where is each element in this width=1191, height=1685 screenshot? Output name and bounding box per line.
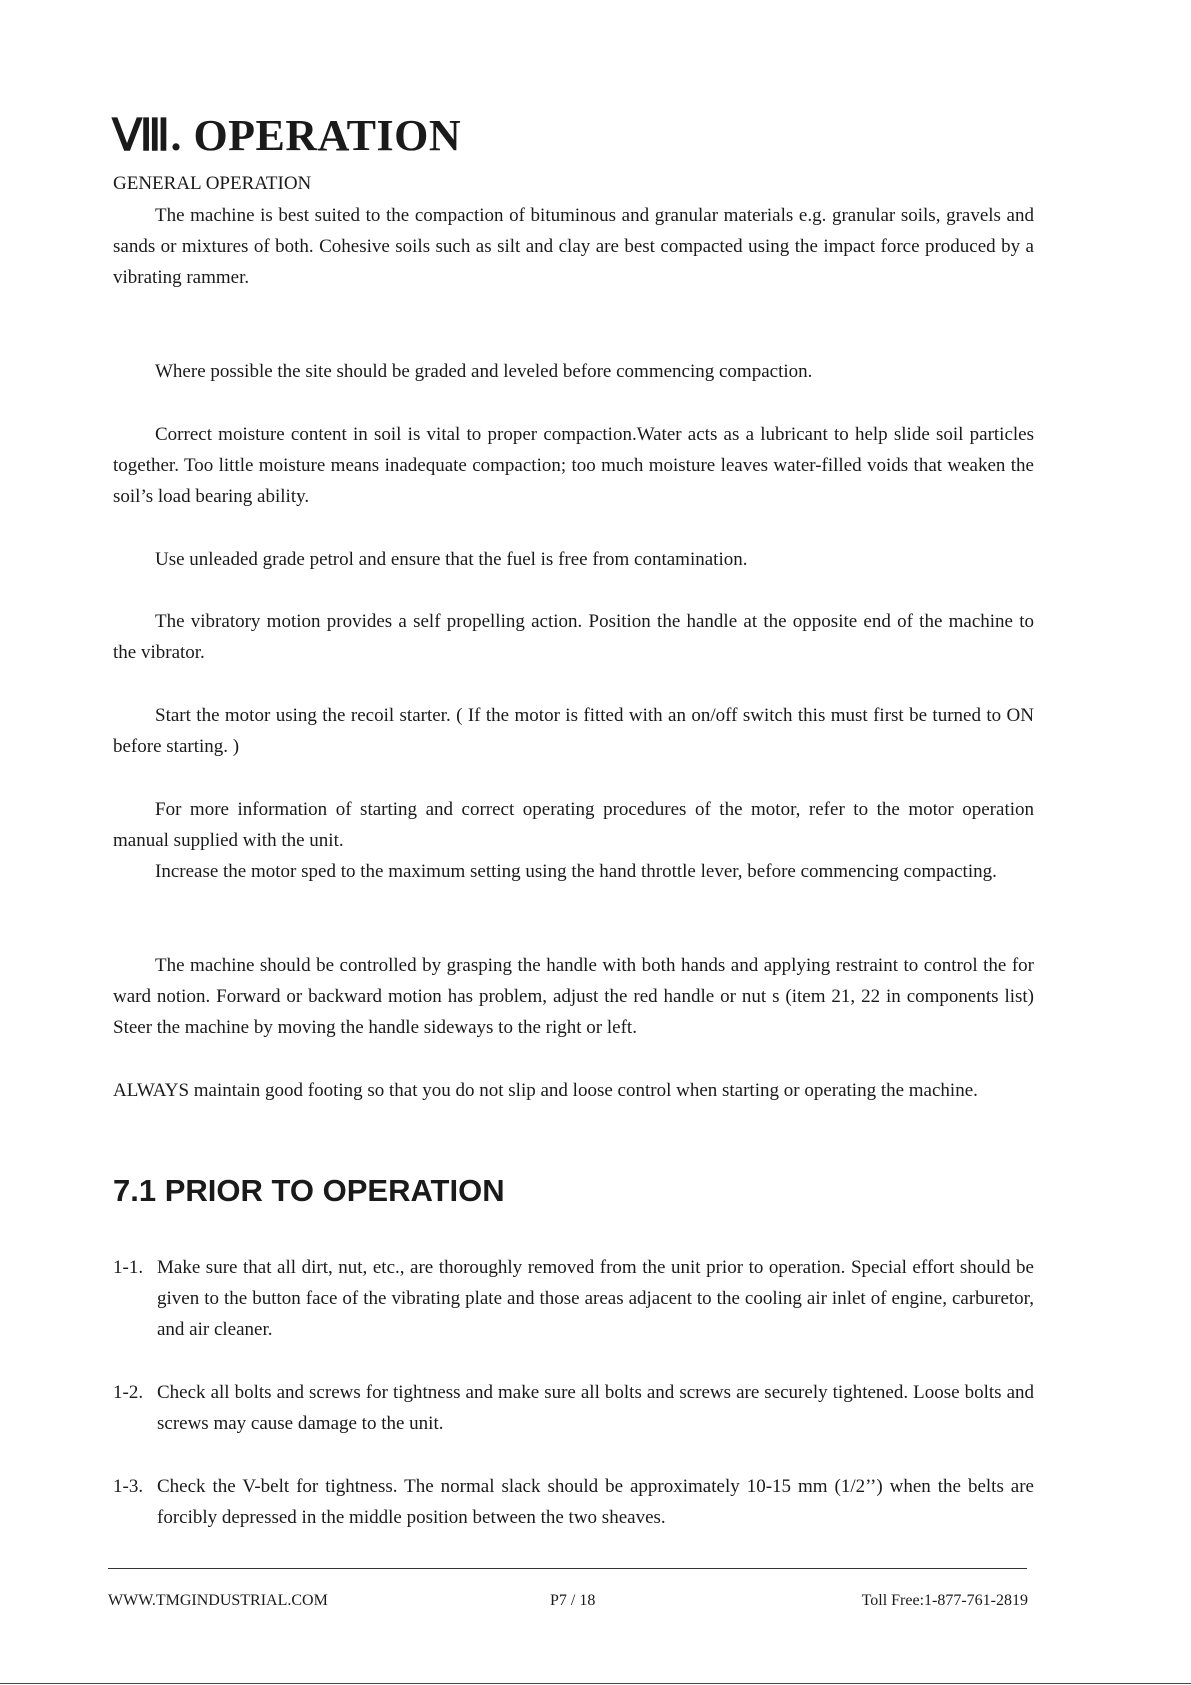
prior-operation-heading: 7.1 PRIOR TO OPERATION: [113, 1173, 505, 1208]
paragraph-motor-manual: For more information of starting and correct operating procedures of the motor, refer to the motor operation manual supplied with the unit.: [113, 799, 1034, 851]
footer-phone: Toll Free:1-877-761-2819: [861, 1592, 1028, 1609]
paragraph-site-grading: Where possible the site should be graded and leveled before commencing compaction.: [155, 361, 813, 382]
list-item-number: 1-1.: [113, 1257, 144, 1278]
list-item-text: Check the V-belt for tightness. The normal slack should be approximately 10-15 mm (1/2’’) when the belts are forcibly depressed in the middle position between the two sheaves.: [157, 1476, 1034, 1528]
paragraph-footing: ALWAYS maintain good footing so that you do not slip and loose control when starting or operating the machine.: [113, 1080, 978, 1101]
footer-page-number: P7 / 18: [550, 1592, 596, 1609]
section-title: Ⅷ. OPERATION: [112, 111, 462, 160]
paragraph-compaction-materials: The machine is best suited to the compaction of bituminous and granular materials e.g. granular soils, gravels and sands or mixtures of both. Cohesive soils such as silt and clay are best compacted using the impact force produced by a vibrating rammer.: [113, 205, 1034, 288]
list-item: [113, 1252, 1034, 1345]
list-item-text: Check all bolts and screws for tightness and make sure all bolts and screws are securely tightened. Loose bolts and screws may cause damage to the unit.: [157, 1382, 1034, 1434]
list-item-text: Make sure that all dirt, nut, etc., are thoroughly removed from the unit prior to operation. Special effort should be given to the button face of the vibrating plate and those areas adjacent to the cooling air inlet of engine, carburetor, and air cleaner.: [157, 1257, 1034, 1340]
list-item-number: 1-2.: [113, 1382, 144, 1403]
list-item: [113, 1471, 1034, 1533]
paragraph-vibratory-motion: The vibratory motion provides a self propelling action. Position the handle at the opposite end of the machine to the vibrator.: [113, 611, 1034, 663]
list-item-number: 1-3.: [113, 1476, 144, 1497]
list-item: [113, 1377, 1034, 1439]
paragraph-start-motor: Start the motor using the recoil starter. ( If the motor is fitted with an on/off switch this must first be turned to ON before starting. ): [113, 705, 1034, 757]
page-bottom-edge: [0, 1683, 1191, 1684]
footer-website: WWW.TMGINDUSTRIAL.COM: [108, 1592, 328, 1609]
paragraph-fuel: Use unleaded grade petrol and ensure that the fuel is free from contamination.: [155, 549, 748, 570]
section-subtitle: GENERAL OPERATION: [113, 173, 312, 194]
paragraph-control: The machine should be controlled by grasping the handle with both hands and applying restraint to control the for ward notion. Forward or backward motion has problem, adjust the red handle or nut s (item 21, 22 in components list) Steer the machine by moving the handle sideways to the right or left.: [113, 955, 1034, 1038]
footer-divider: [108, 1568, 1027, 1569]
paragraph-throttle: Increase the motor sped to the maximum setting using the hand throttle lever, before commencing compacting.: [155, 861, 997, 882]
paragraph-moisture: Correct moisture content in soil is vital to proper compaction.Water acts as a lubricant to help slide soil particles together. Too little moisture means inadequate compaction; too much moisture leaves water-filled voids that weaken the soil’s load bearing ability.: [113, 424, 1034, 507]
